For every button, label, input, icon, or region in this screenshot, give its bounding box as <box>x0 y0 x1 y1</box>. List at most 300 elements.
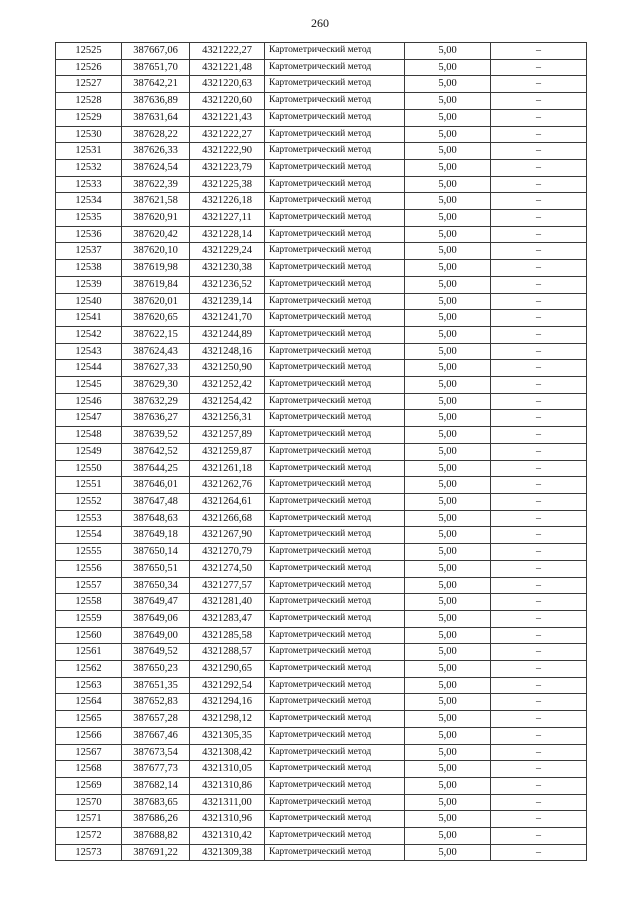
y-coordinate-cell: 4321222,27 <box>190 43 265 60</box>
description-cell: – <box>491 159 587 176</box>
point-number-cell: 12556 <box>56 560 122 577</box>
x-coordinate-cell: 387673,54 <box>122 744 190 761</box>
method-cell: Картометрический метод <box>265 560 405 577</box>
y-coordinate-cell: 4321221,43 <box>190 109 265 126</box>
accuracy-cell: 5,00 <box>405 76 491 93</box>
x-coordinate-cell: 387624,54 <box>122 159 190 176</box>
method-cell: Картометрический метод <box>265 443 405 460</box>
accuracy-cell: 5,00 <box>405 427 491 444</box>
point-number-cell: 12551 <box>56 477 122 494</box>
method-cell: Картометрический метод <box>265 326 405 343</box>
description-cell: – <box>491 677 587 694</box>
method-cell: Картометрический метод <box>265 477 405 494</box>
method-cell: Картометрический метод <box>265 744 405 761</box>
table-row <box>56 159 587 176</box>
y-coordinate-cell: 4321222,27 <box>190 126 265 143</box>
method-cell: Картометрический метод <box>265 844 405 861</box>
x-coordinate-cell: 387650,51 <box>122 560 190 577</box>
table-row <box>56 844 587 861</box>
accuracy-cell: 5,00 <box>405 493 491 510</box>
method-cell: Картометрический метод <box>265 143 405 160</box>
y-coordinate-cell: 4321230,38 <box>190 260 265 277</box>
table-row <box>56 510 587 527</box>
method-cell: Картометрический метод <box>265 76 405 93</box>
description-cell: – <box>491 360 587 377</box>
point-number-cell: 12549 <box>56 443 122 460</box>
accuracy-cell: 5,00 <box>405 794 491 811</box>
accuracy-cell: 5,00 <box>405 109 491 126</box>
method-cell: Картометрический метод <box>265 193 405 210</box>
x-coordinate-cell: 387636,27 <box>122 410 190 427</box>
accuracy-cell: 5,00 <box>405 226 491 243</box>
table-row <box>56 143 587 160</box>
description-cell: – <box>491 243 587 260</box>
description-cell: – <box>491 727 587 744</box>
x-coordinate-cell: 387620,10 <box>122 243 190 260</box>
y-coordinate-cell: 4321239,14 <box>190 293 265 310</box>
y-coordinate-cell: 4321244,89 <box>190 326 265 343</box>
y-coordinate-cell: 4321309,38 <box>190 844 265 861</box>
page-number: 260 <box>311 16 329 30</box>
method-cell: Картометрический метод <box>265 310 405 327</box>
description-cell: – <box>491 510 587 527</box>
method-cell: Картометрический метод <box>265 761 405 778</box>
method-cell: Картометрический метод <box>265 811 405 828</box>
table-row <box>56 176 587 193</box>
x-coordinate-cell: 387650,14 <box>122 544 190 561</box>
accuracy-cell: 5,00 <box>405 560 491 577</box>
accuracy-cell: 5,00 <box>405 377 491 394</box>
description-cell: – <box>491 193 587 210</box>
description-cell: – <box>491 59 587 76</box>
description-cell: – <box>491 393 587 410</box>
accuracy-cell: 5,00 <box>405 844 491 861</box>
accuracy-cell: 5,00 <box>405 627 491 644</box>
description-cell: – <box>491 577 587 594</box>
table-row <box>56 93 587 110</box>
accuracy-cell: 5,00 <box>405 126 491 143</box>
method-cell: Картометрический метод <box>265 360 405 377</box>
x-coordinate-cell: 387649,06 <box>122 610 190 627</box>
y-coordinate-cell: 4321228,14 <box>190 226 265 243</box>
x-coordinate-cell: 387667,46 <box>122 727 190 744</box>
x-coordinate-cell: 387636,89 <box>122 93 190 110</box>
table-row <box>56 460 587 477</box>
point-number-cell: 12546 <box>56 393 122 410</box>
table-row <box>56 744 587 761</box>
description-cell: – <box>491 76 587 93</box>
x-coordinate-cell: 387642,52 <box>122 443 190 460</box>
table-row <box>56 293 587 310</box>
table-row <box>56 226 587 243</box>
description-cell: – <box>491 443 587 460</box>
accuracy-cell: 5,00 <box>405 594 491 611</box>
description-cell: – <box>491 310 587 327</box>
table-row <box>56 828 587 845</box>
method-cell: Картометрический метод <box>265 293 405 310</box>
table-row <box>56 477 587 494</box>
table-row <box>56 794 587 811</box>
point-number-cell: 12543 <box>56 343 122 360</box>
accuracy-cell: 5,00 <box>405 443 491 460</box>
y-coordinate-cell: 4321220,60 <box>190 93 265 110</box>
description-cell: – <box>491 226 587 243</box>
method-cell: Картометрический метод <box>265 377 405 394</box>
x-coordinate-cell: 387686,26 <box>122 811 190 828</box>
description-cell: – <box>491 711 587 728</box>
method-cell: Картометрический метод <box>265 343 405 360</box>
y-coordinate-cell: 4321261,18 <box>190 460 265 477</box>
accuracy-cell: 5,00 <box>405 577 491 594</box>
point-number-cell: 12569 <box>56 777 122 794</box>
table-row <box>56 577 587 594</box>
description-cell: – <box>491 594 587 611</box>
point-number-cell: 12538 <box>56 260 122 277</box>
point-number-cell: 12533 <box>56 176 122 193</box>
accuracy-cell: 5,00 <box>405 343 491 360</box>
point-number-cell: 12547 <box>56 410 122 427</box>
accuracy-cell: 5,00 <box>405 610 491 627</box>
accuracy-cell: 5,00 <box>405 661 491 678</box>
point-number-cell: 12553 <box>56 510 122 527</box>
y-coordinate-cell: 4321227,11 <box>190 210 265 227</box>
description-cell: – <box>491 109 587 126</box>
x-coordinate-cell: 387691,22 <box>122 844 190 861</box>
y-coordinate-cell: 4321248,16 <box>190 343 265 360</box>
description-cell: – <box>491 477 587 494</box>
table-row <box>56 610 587 627</box>
point-number-cell: 12525 <box>56 43 122 60</box>
y-coordinate-cell: 4321241,70 <box>190 310 265 327</box>
point-number-cell: 12566 <box>56 727 122 744</box>
x-coordinate-cell: 387648,63 <box>122 510 190 527</box>
y-coordinate-cell: 4321310,86 <box>190 777 265 794</box>
table-row <box>56 193 587 210</box>
x-coordinate-cell: 387619,84 <box>122 276 190 293</box>
y-coordinate-cell: 4321229,24 <box>190 243 265 260</box>
table-row <box>56 109 587 126</box>
point-number-cell: 12570 <box>56 794 122 811</box>
method-cell: Картометрический метод <box>265 410 405 427</box>
x-coordinate-cell: 387639,52 <box>122 427 190 444</box>
x-coordinate-cell: 387649,52 <box>122 644 190 661</box>
point-number-cell: 12571 <box>56 811 122 828</box>
point-number-cell: 12561 <box>56 644 122 661</box>
description-cell: – <box>491 143 587 160</box>
accuracy-cell: 5,00 <box>405 727 491 744</box>
table-row <box>56 76 587 93</box>
description-cell: – <box>491 627 587 644</box>
table-row <box>56 276 587 293</box>
description-cell: – <box>491 761 587 778</box>
table-row <box>56 377 587 394</box>
table-row <box>56 711 587 728</box>
x-coordinate-cell: 387667,06 <box>122 43 190 60</box>
y-coordinate-cell: 4321274,50 <box>190 560 265 577</box>
point-number-cell: 12540 <box>56 293 122 310</box>
description-cell: – <box>491 176 587 193</box>
point-number-cell: 12560 <box>56 627 122 644</box>
y-coordinate-cell: 4321292,54 <box>190 677 265 694</box>
point-number-cell: 12567 <box>56 744 122 761</box>
description-cell: – <box>491 844 587 861</box>
method-cell: Картометрический метод <box>265 644 405 661</box>
method-cell: Картометрический метод <box>265 694 405 711</box>
y-coordinate-cell: 4321264,61 <box>190 493 265 510</box>
accuracy-cell: 5,00 <box>405 510 491 527</box>
x-coordinate-cell: 387647,48 <box>122 493 190 510</box>
description-cell: – <box>491 610 587 627</box>
method-cell: Картометрический метод <box>265 243 405 260</box>
point-number-cell: 12528 <box>56 93 122 110</box>
table-row <box>56 560 587 577</box>
accuracy-cell: 5,00 <box>405 193 491 210</box>
method-cell: Картометрический метод <box>265 176 405 193</box>
method-cell: Картометрический метод <box>265 59 405 76</box>
point-number-cell: 12557 <box>56 577 122 594</box>
point-number-cell: 12568 <box>56 761 122 778</box>
point-number-cell: 12554 <box>56 527 122 544</box>
x-coordinate-cell: 387620,91 <box>122 210 190 227</box>
method-cell: Картометрический метод <box>265 460 405 477</box>
method-cell: Картометрический метод <box>265 828 405 845</box>
table-row <box>56 393 587 410</box>
accuracy-cell: 5,00 <box>405 694 491 711</box>
method-cell: Картометрический метод <box>265 210 405 227</box>
point-number-cell: 12530 <box>56 126 122 143</box>
point-number-cell: 12555 <box>56 544 122 561</box>
table-row <box>56 544 587 561</box>
accuracy-cell: 5,00 <box>405 761 491 778</box>
description-cell: – <box>491 744 587 761</box>
method-cell: Картометрический метод <box>265 43 405 60</box>
description-cell: – <box>491 210 587 227</box>
method-cell: Картометрический метод <box>265 93 405 110</box>
y-coordinate-cell: 4321259,87 <box>190 443 265 460</box>
description-cell: – <box>491 493 587 510</box>
x-coordinate-cell: 387620,42 <box>122 226 190 243</box>
y-coordinate-cell: 4321270,79 <box>190 544 265 561</box>
y-coordinate-cell: 4321290,65 <box>190 661 265 678</box>
point-number-cell: 12537 <box>56 243 122 260</box>
table-row <box>56 443 587 460</box>
point-number-cell: 12563 <box>56 677 122 694</box>
table-row <box>56 326 587 343</box>
y-coordinate-cell: 4321298,12 <box>190 711 265 728</box>
x-coordinate-cell: 387688,82 <box>122 828 190 845</box>
accuracy-cell: 5,00 <box>405 176 491 193</box>
table-row <box>56 527 587 544</box>
method-cell: Картометрический метод <box>265 159 405 176</box>
description-cell: – <box>491 828 587 845</box>
point-number-cell: 12558 <box>56 594 122 611</box>
y-coordinate-cell: 4321310,42 <box>190 828 265 845</box>
description-cell: – <box>491 260 587 277</box>
table-row <box>56 594 587 611</box>
y-coordinate-cell: 4321257,89 <box>190 427 265 444</box>
y-coordinate-cell: 4321223,79 <box>190 159 265 176</box>
x-coordinate-cell: 387627,33 <box>122 360 190 377</box>
description-cell: – <box>491 694 587 711</box>
accuracy-cell: 5,00 <box>405 744 491 761</box>
description-cell: – <box>491 560 587 577</box>
table-row <box>56 43 587 60</box>
method-cell: Картометрический метод <box>265 711 405 728</box>
coordinates-table <box>55 42 587 861</box>
x-coordinate-cell: 387651,35 <box>122 677 190 694</box>
x-coordinate-cell: 387642,21 <box>122 76 190 93</box>
table-row <box>56 210 587 227</box>
table-row <box>56 59 587 76</box>
table-row <box>56 727 587 744</box>
y-coordinate-cell: 4321262,76 <box>190 477 265 494</box>
method-cell: Картометрический метод <box>265 260 405 277</box>
accuracy-cell: 5,00 <box>405 544 491 561</box>
table-row <box>56 260 587 277</box>
x-coordinate-cell: 387649,18 <box>122 527 190 544</box>
y-coordinate-cell: 4321252,42 <box>190 377 265 394</box>
y-coordinate-cell: 4321236,52 <box>190 276 265 293</box>
method-cell: Картометрический метод <box>265 510 405 527</box>
accuracy-cell: 5,00 <box>405 260 491 277</box>
method-cell: Картометрический метод <box>265 393 405 410</box>
accuracy-cell: 5,00 <box>405 243 491 260</box>
x-coordinate-cell: 387649,47 <box>122 594 190 611</box>
accuracy-cell: 5,00 <box>405 93 491 110</box>
description-cell: – <box>491 811 587 828</box>
x-coordinate-cell: 387622,39 <box>122 176 190 193</box>
point-number-cell: 12559 <box>56 610 122 627</box>
y-coordinate-cell: 4321310,96 <box>190 811 265 828</box>
accuracy-cell: 5,00 <box>405 777 491 794</box>
description-cell: – <box>491 343 587 360</box>
method-cell: Картометрический метод <box>265 126 405 143</box>
description-cell: – <box>491 527 587 544</box>
x-coordinate-cell: 387629,30 <box>122 377 190 394</box>
x-coordinate-cell: 387624,43 <box>122 343 190 360</box>
table-row <box>56 661 587 678</box>
point-number-cell: 12548 <box>56 427 122 444</box>
description-cell: – <box>491 293 587 310</box>
x-coordinate-cell: 387628,22 <box>122 126 190 143</box>
accuracy-cell: 5,00 <box>405 276 491 293</box>
method-cell: Картометрический метод <box>265 677 405 694</box>
description-cell: – <box>491 460 587 477</box>
description-cell: – <box>491 43 587 60</box>
accuracy-cell: 5,00 <box>405 43 491 60</box>
table-row <box>56 644 587 661</box>
accuracy-cell: 5,00 <box>405 527 491 544</box>
description-cell: – <box>491 377 587 394</box>
table-row <box>56 627 587 644</box>
description-cell: – <box>491 644 587 661</box>
point-number-cell: 12545 <box>56 377 122 394</box>
description-cell: – <box>491 661 587 678</box>
accuracy-cell: 5,00 <box>405 677 491 694</box>
x-coordinate-cell: 387619,98 <box>122 260 190 277</box>
point-number-cell: 12562 <box>56 661 122 678</box>
table-row <box>56 811 587 828</box>
point-number-cell: 12531 <box>56 143 122 160</box>
coordinates-table-body <box>56 43 587 861</box>
y-coordinate-cell: 4321281,40 <box>190 594 265 611</box>
accuracy-cell: 5,00 <box>405 293 491 310</box>
point-number-cell: 12550 <box>56 460 122 477</box>
y-coordinate-cell: 4321311,00 <box>190 794 265 811</box>
method-cell: Картометрический метод <box>265 627 405 644</box>
y-coordinate-cell: 4321283,47 <box>190 610 265 627</box>
y-coordinate-cell: 4321222,90 <box>190 143 265 160</box>
x-coordinate-cell: 387657,28 <box>122 711 190 728</box>
accuracy-cell: 5,00 <box>405 811 491 828</box>
x-coordinate-cell: 387622,15 <box>122 326 190 343</box>
y-coordinate-cell: 4321308,42 <box>190 744 265 761</box>
x-coordinate-cell: 387621,58 <box>122 193 190 210</box>
table-row <box>56 343 587 360</box>
accuracy-cell: 5,00 <box>405 210 491 227</box>
accuracy-cell: 5,00 <box>405 393 491 410</box>
point-number-cell: 12565 <box>56 711 122 728</box>
point-number-cell: 12573 <box>56 844 122 861</box>
y-coordinate-cell: 4321225,38 <box>190 176 265 193</box>
y-coordinate-cell: 4321266,68 <box>190 510 265 527</box>
x-coordinate-cell: 387620,01 <box>122 293 190 310</box>
description-cell: – <box>491 777 587 794</box>
x-coordinate-cell: 387632,29 <box>122 393 190 410</box>
x-coordinate-cell: 387677,73 <box>122 761 190 778</box>
method-cell: Картометрический метод <box>265 794 405 811</box>
table-row <box>56 360 587 377</box>
x-coordinate-cell: 387644,25 <box>122 460 190 477</box>
description-cell: – <box>491 544 587 561</box>
y-coordinate-cell: 4321285,58 <box>190 627 265 644</box>
x-coordinate-cell: 387646,01 <box>122 477 190 494</box>
accuracy-cell: 5,00 <box>405 828 491 845</box>
table-row <box>56 761 587 778</box>
description-cell: – <box>491 326 587 343</box>
method-cell: Картометрический метод <box>265 594 405 611</box>
point-number-cell: 12532 <box>56 159 122 176</box>
method-cell: Картометрический метод <box>265 777 405 794</box>
point-number-cell: 12542 <box>56 326 122 343</box>
table-row <box>56 310 587 327</box>
table-row <box>56 410 587 427</box>
table-row <box>56 777 587 794</box>
point-number-cell: 12564 <box>56 694 122 711</box>
x-coordinate-cell: 387649,00 <box>122 627 190 644</box>
x-coordinate-cell: 387620,65 <box>122 310 190 327</box>
y-coordinate-cell: 4321256,31 <box>190 410 265 427</box>
accuracy-cell: 5,00 <box>405 143 491 160</box>
y-coordinate-cell: 4321254,42 <box>190 393 265 410</box>
y-coordinate-cell: 4321220,63 <box>190 76 265 93</box>
accuracy-cell: 5,00 <box>405 410 491 427</box>
method-cell: Картометрический метод <box>265 610 405 627</box>
accuracy-cell: 5,00 <box>405 159 491 176</box>
x-coordinate-cell: 387683,65 <box>122 794 190 811</box>
point-number-cell: 12541 <box>56 310 122 327</box>
point-number-cell: 12534 <box>56 193 122 210</box>
accuracy-cell: 5,00 <box>405 310 491 327</box>
method-cell: Картометрический метод <box>265 544 405 561</box>
description-cell: – <box>491 794 587 811</box>
method-cell: Картометрический метод <box>265 577 405 594</box>
x-coordinate-cell: 387650,34 <box>122 577 190 594</box>
description-cell: – <box>491 427 587 444</box>
x-coordinate-cell: 387650,23 <box>122 661 190 678</box>
point-number-cell: 12539 <box>56 276 122 293</box>
method-cell: Картометрический метод <box>265 109 405 126</box>
